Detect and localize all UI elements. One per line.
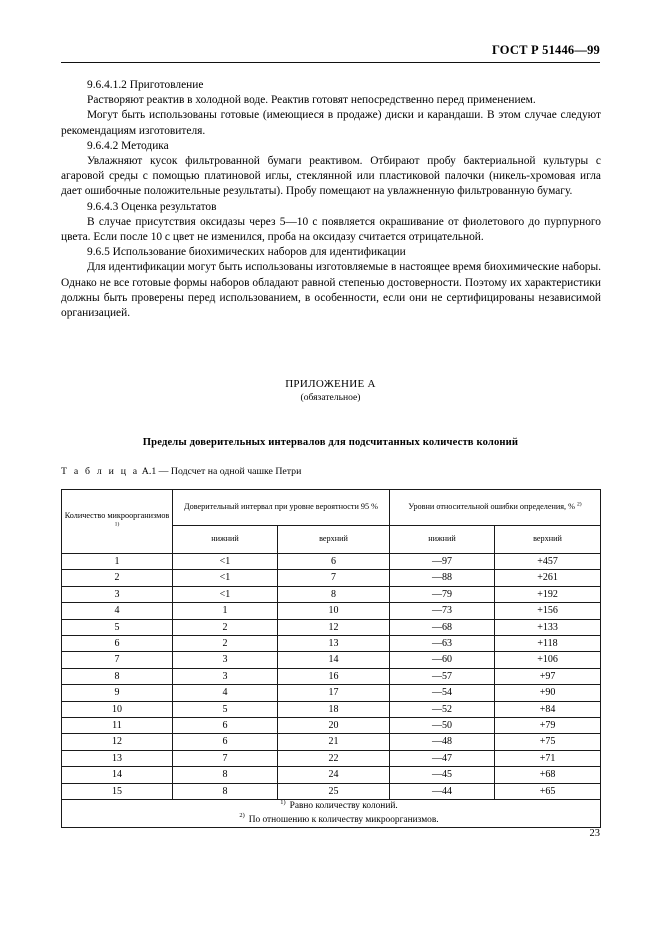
table-caption — [61, 466, 600, 477]
table-caption-rest: А.1 — Подсчет на одной чашке Петри — [139, 466, 302, 477]
appendix-section-title: Пределы доверительных интервалов для подсчитанных количеств колоний — [142, 437, 519, 448]
sec-9-6-5-p1: Для идентификации могут быть использованы изготовляемые в настоящее время биохимические наборы. Однако не все готовые формы наборов обладают равной степенью достоверности. Поэтому их характеристики должны быть проверены перед использованием, в особенности, если они не сертифицированы независимой организацией. — [61, 261, 601, 320]
sec-9-6-5-heading: 9.6.5 Использование биохимических наборов для идентификации — [87, 246, 406, 259]
cell-err-lower: —57 — [390, 668, 495, 684]
table-row — [62, 718, 601, 734]
cell-err-lower: —54 — [390, 685, 495, 701]
cell-err-upper: +156 — [495, 603, 601, 619]
cell-ci-lower: 3 — [173, 668, 278, 684]
cell-err-upper: +75 — [495, 734, 601, 750]
header-count-footnote-marker: 1) — [114, 520, 120, 527]
cell-count: 14 — [62, 767, 173, 783]
header-cell-confidence-interval: Доверительный интервал при уровне вероятности 95 % — [173, 490, 390, 526]
table-row — [62, 734, 601, 750]
cell-err-lower: —63 — [390, 636, 495, 652]
table-head — [62, 490, 601, 554]
cell-err-lower: —97 — [390, 554, 495, 570]
cell-count: 11 — [62, 718, 173, 734]
footnote-marker: 2) — [239, 812, 245, 820]
cell-err-lower: —73 — [390, 603, 495, 619]
footnote-text: По отношению к количеству микроорганизмов. — [248, 814, 439, 825]
cell-count: 5 — [62, 619, 173, 635]
cell-count: 10 — [62, 701, 173, 717]
footnote-marker: 1) — [280, 798, 286, 806]
table-caption-label: Т а б л и ц а — [61, 466, 140, 477]
cell-err-lower: —60 — [390, 652, 495, 668]
cell-count: 7 — [62, 652, 173, 668]
cell-err-lower: —45 — [390, 767, 495, 783]
cell-ci-upper: 22 — [278, 750, 390, 766]
cell-ci-upper: 7 — [278, 570, 390, 586]
cell-count: 9 — [62, 685, 173, 701]
cell-err-lower: —52 — [390, 701, 495, 717]
cell-err-lower: —47 — [390, 750, 495, 766]
cell-ci-lower: 4 — [173, 685, 278, 701]
table-footnote — [62, 814, 600, 828]
table-footnote — [62, 800, 600, 814]
cell-err-upper: +133 — [495, 619, 601, 635]
header-cell-ci-lower: нижний — [173, 526, 278, 554]
header-cell-relative-error — [390, 490, 601, 526]
appendix-name: ПРИЛОЖЕНИЕ А — [285, 378, 376, 390]
table-row — [62, 767, 601, 783]
cell-count: 3 — [62, 586, 173, 602]
cell-count: 8 — [62, 668, 173, 684]
cell-ci-lower: 2 — [173, 636, 278, 652]
table-footnote-row — [62, 800, 601, 828]
running-header — [61, 44, 600, 58]
cell-ci-lower: <1 — [173, 554, 278, 570]
sec-9-6-4-3-heading: 9.6.4.3 Оценка результатов — [87, 200, 217, 213]
table-row — [62, 701, 601, 717]
cell-ci-upper: 10 — [278, 603, 390, 619]
cell-err-upper: +79 — [495, 718, 601, 734]
cell-count: 2 — [62, 570, 173, 586]
sec-9-6-4-1-2-p1: Растворяют реактив в холодной воде. Реактив готовят непосредственно перед применением. — [87, 94, 536, 107]
cell-err-upper: +192 — [495, 586, 601, 602]
cell-err-upper: +97 — [495, 668, 601, 684]
appendix-block — [61, 378, 600, 404]
cell-ci-lower: 8 — [173, 767, 278, 783]
cell-ci-lower: 5 — [173, 701, 278, 717]
cell-err-upper: +118 — [495, 636, 601, 652]
header-cell-ci-upper: верхний — [278, 526, 390, 554]
cell-ci-upper: 20 — [278, 718, 390, 734]
cell-ci-lower: 1 — [173, 603, 278, 619]
cell-err-lower: —44 — [390, 783, 495, 799]
table-body — [62, 554, 601, 800]
cell-ci-upper: 12 — [278, 619, 390, 635]
cell-ci-lower: 8 — [173, 783, 278, 799]
sec-9-6-4-1-2-heading: 9.6.4.1.2 Приготовление — [87, 79, 204, 91]
cell-ci-upper: 14 — [278, 652, 390, 668]
cell-ci-lower: 6 — [173, 718, 278, 734]
table-row — [62, 603, 601, 619]
header-rule — [61, 62, 600, 63]
sec-9-6-4-1-2-p2: Могут быть использованы готовые (имеющиеся в продаже) диски и карандаши. В этом случае следуют рекомендациям изготовителя. — [61, 109, 601, 137]
header-error-footnote-marker: 2) — [576, 501, 582, 508]
cell-ci-lower: <1 — [173, 586, 278, 602]
appendix-kind: (обязательное) — [300, 392, 361, 403]
body-text — [61, 78, 601, 321]
cell-count: 13 — [62, 750, 173, 766]
sec-9-6-4-2-heading: 9.6.4.2 Методика — [87, 139, 169, 152]
table-row — [62, 668, 601, 684]
cell-err-upper: +71 — [495, 750, 601, 766]
cell-ci-upper: 18 — [278, 701, 390, 717]
table-row — [62, 619, 601, 635]
footnote-text: Равно количеству колоний. — [289, 801, 398, 812]
cell-ci-lower: 6 — [173, 734, 278, 750]
cell-ci-upper: 25 — [278, 783, 390, 799]
cell-err-lower: —48 — [390, 734, 495, 750]
cell-err-lower: —68 — [390, 619, 495, 635]
cell-err-lower: —79 — [390, 586, 495, 602]
cell-err-upper: +65 — [495, 783, 601, 799]
table-foot — [62, 800, 601, 828]
cell-err-upper: +457 — [495, 554, 601, 570]
cell-ci-lower: 2 — [173, 619, 278, 635]
header-error-label: Уровни относительной ошибки определения, % — [408, 502, 575, 512]
cell-ci-lower: 7 — [173, 750, 278, 766]
sec-9-6-4-3-p1: В случае присутствия оксидазы через 5—10 с появляется окрашивание от фиолетового до пурпурного цвета. Если после 10 с цвет не изменился, проба на оксидазу считается отрицательной. — [61, 215, 601, 244]
cell-ci-upper: 24 — [278, 767, 390, 783]
table-header-row-main — [62, 490, 601, 526]
cell-count: 6 — [62, 636, 173, 652]
colony-confidence-interval-table — [61, 489, 601, 828]
table-row — [62, 586, 601, 602]
header-count-label: Количество микроорганизмов — [64, 511, 170, 520]
cell-count: 4 — [62, 603, 173, 619]
cell-err-upper: +68 — [495, 767, 601, 783]
table-row — [62, 652, 601, 668]
cell-ci-upper: 13 — [278, 636, 390, 652]
cell-err-upper: +261 — [495, 570, 601, 586]
cell-err-lower: —50 — [390, 718, 495, 734]
cell-ci-lower: <1 — [173, 570, 278, 586]
table-row — [62, 783, 601, 799]
cell-count: 12 — [62, 734, 173, 750]
header-cell-count — [62, 490, 173, 554]
cell-ci-upper: 16 — [278, 668, 390, 684]
header-cell-err-lower: нижний — [390, 526, 495, 554]
cell-ci-upper: 17 — [278, 685, 390, 701]
table-row — [62, 685, 601, 701]
cell-ci-lower: 3 — [173, 652, 278, 668]
cell-ci-upper: 8 — [278, 586, 390, 602]
cell-err-lower: —88 — [390, 570, 495, 586]
sec-9-6-4-2-p1: Увлажняют кусок фильтрованной бумаги реактивом. Отбирают пробу бактериальной культуры с агаровой среды с помощью платиновой иглы, стеклянной или пластиковой палочки (никель-хромовая игла дает ошибочные положительные результаты). Пробу помещают на увлажненную фильтрованную бумагу. — [61, 155, 601, 198]
cell-err-upper: +84 — [495, 701, 601, 717]
cell-err-upper: +106 — [495, 652, 601, 668]
cell-err-upper: +90 — [495, 685, 601, 701]
page-number: 23 — [589, 828, 600, 839]
cell-ci-upper: 21 — [278, 734, 390, 750]
table-row — [62, 636, 601, 652]
table-row — [62, 554, 601, 570]
cell-count: 1 — [62, 554, 173, 570]
table-row — [62, 750, 601, 766]
cell-count: 15 — [62, 783, 173, 799]
header-cell-err-upper: верхний — [495, 526, 601, 554]
standard-number: ГОСТ Р 51446—99 — [491, 43, 600, 57]
table-row — [62, 570, 601, 586]
table-footnotes — [62, 800, 601, 828]
cell-ci-upper: 6 — [278, 554, 390, 570]
